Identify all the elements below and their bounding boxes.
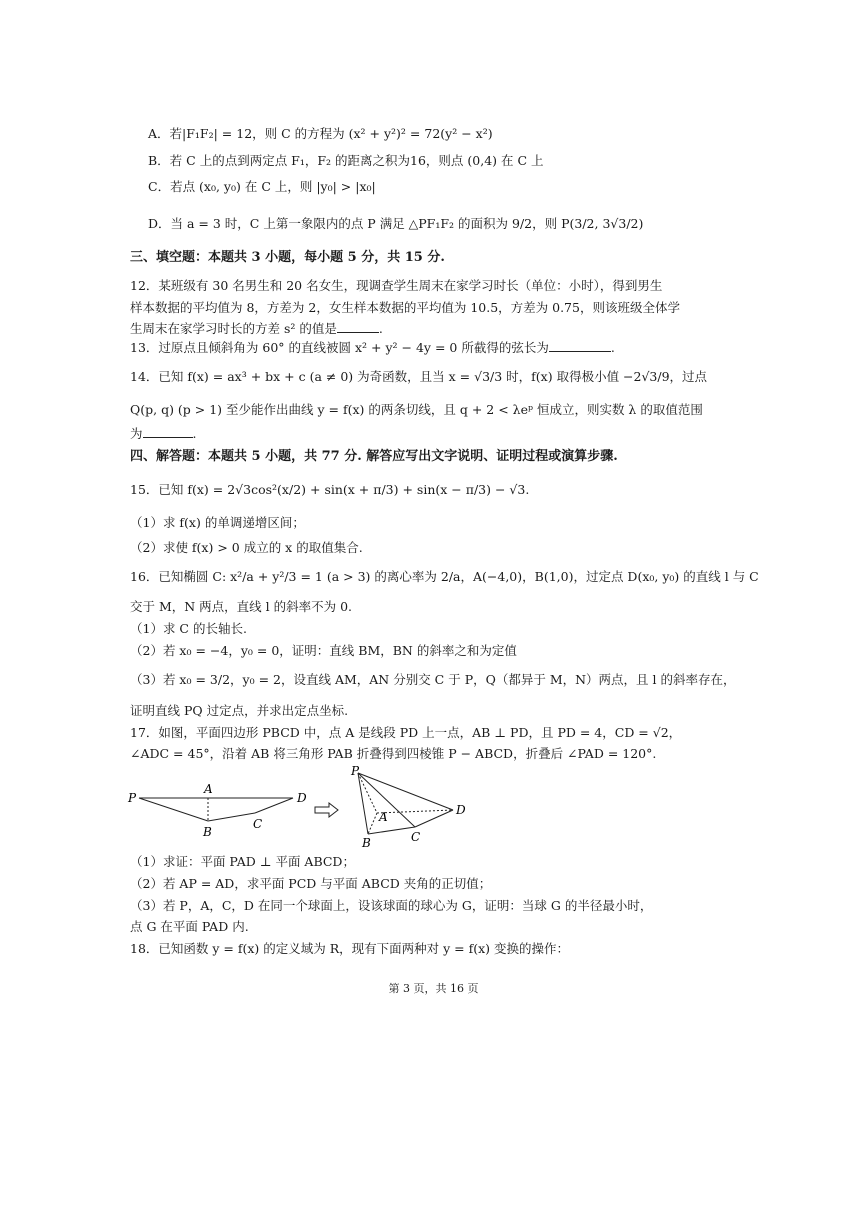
edge-ad xyxy=(377,810,453,813)
q16-part-2: （2）若 x₀ = −4，y₀ = 0，证明：直线 BM，BN 的斜率之和为定值 xyxy=(130,643,517,658)
planar-quadrilateral xyxy=(139,798,293,821)
q12-line-2: 样本数据的平均值为 8，方差为 2，女生样本数据的平均值为 10.5，方差为 0.75，则该班级全体学 xyxy=(130,300,680,315)
q15-part-2: （2）求使 f(x) > 0 成立的 x 的取值集合. xyxy=(130,540,363,555)
label-b-flat: B xyxy=(203,825,212,839)
option-b: B．若 C 上的点到两定点 F₁，F₂ 的距离之积为16，则点 (0,4) 在 C 上 xyxy=(148,153,544,168)
label-p-flat: P xyxy=(128,791,137,805)
q16-part-1: （1）求 C 的长轴长. xyxy=(130,621,247,636)
q17-figure xyxy=(125,763,485,853)
q17-part-1: （1）求证：平面 PAD ⊥ 平面 ABCD； xyxy=(130,854,355,869)
label-d-flat: D xyxy=(297,791,307,805)
q13-text: 13．过原点且倾斜角为 60° 的直线被圆 x² + y² − 4y = 0 所截得的弦长为 xyxy=(130,340,549,355)
q15-stem: 15．已知 f(x) = 2√3cos²(x/2) + sin(x + π/3) + sin(x − π/3) − √3. xyxy=(130,482,530,497)
pyramid xyxy=(358,773,453,834)
q16-part-3-a: （3）若 x₀ = 3/2，y₀ = 2，设直线 AM，AN 分别交 C 于 P，Q（都异于 M，N）两点，且 l 的斜率存在， xyxy=(130,672,736,687)
label-a-flat: A xyxy=(204,782,213,796)
edge-ab xyxy=(368,813,377,834)
q16-line-2: 交于 M，N 两点，直线 l 的斜率不为 0. xyxy=(130,599,353,614)
q12-line-3-text: 生周末在家学习时长的方差 s² 的值是 xyxy=(130,321,337,336)
q14-line-1: 14．已知 f(x) = ax³ + bx + c (a ≠ 0) 为奇函数，且当 x = √3/3 时，f(x) 取得极小值 −2√3/9，过点 xyxy=(130,369,708,384)
section-heading-fill-in: 三、填空题：本题共 3 小题，每小题 5 分，共 15 分. xyxy=(130,250,445,265)
q17-line-2: ∠ADC = 45°，沿着 AB 将三角形 PAB 折叠得到四棱锥 P − ABCD，折叠后 ∠PAD = 120°. xyxy=(130,746,657,761)
page-number: 第 3 页，共 16 页 xyxy=(388,982,479,995)
segment-cd xyxy=(255,798,293,813)
q18-stem: 18．已知函数 y = f(x) 的定义域为 R，现有下面两种对 y = f(x) 变换的操作： xyxy=(130,941,570,956)
label-c-flat: C xyxy=(253,817,263,831)
segment-pb xyxy=(139,798,208,821)
q14-line-2: Q(p, q) (p > 1) 至少能作出曲线 y = f(x) 的两条切线，且 q + 2 < λeᵖ 恒成立，则实数 λ 的取值范围 xyxy=(130,402,703,417)
q17-part-3-a: （3）若 P，A，C，D 在同一个球面上，设该球面的球心为 G，证明：当球 G 的半径最小时， xyxy=(130,898,653,913)
q12-line-1: 12．某班级有 30 名男生和 20 名女生，现调查学生周末在家学习时长（单位：小时），得到男生 xyxy=(130,278,663,293)
edge-pb xyxy=(358,773,368,834)
answer-blank xyxy=(549,339,611,352)
label-a-3d: A xyxy=(379,810,388,824)
option-d: D．当 a = 3 时，C 上第一象限内的点 P 满足 △PF₁F₂ 的面积为 9/2，则 P(3/2, 3√3/2) xyxy=(148,216,644,231)
option-c: C．若点 (x₀, y₀) 在 C 上，则 |y₀| > |x₀| xyxy=(148,179,376,194)
q15-part-1: （1）求 f(x) 的单调递增区间； xyxy=(130,515,305,530)
q12-end: . xyxy=(378,321,383,336)
q13-end: . xyxy=(610,340,615,355)
option-a: A．若|F₁F₂| = 12，则 C 的方程为 (x² + y²)² = 72(y² − x²) xyxy=(148,126,493,141)
q16-part-3-b: 证明直线 PQ 过定点，并求出定点坐标. xyxy=(130,703,349,718)
q17-part-3-b: 点 G 在平面 PAD 内. xyxy=(130,919,249,934)
section-heading-solutions: 四、解答题：本题共 5 小题，共 77 分. 解答应写出文字说明、证明过程或演算步骤. xyxy=(130,449,618,464)
q16-line-1: 16．已知椭圆 C: x²/a + y²/3 = 1 (a > 3) 的离心率为 2/a，A(−4,0)，B(1,0)，过定点 D(x₀, y₀) 的直线 l 与 C xyxy=(130,569,759,584)
q14-line-3-text: 为 xyxy=(130,426,143,441)
q17-part-2: （2）若 AP = AD，求平面 PCD 与平面 ABCD 夹角的正切值； xyxy=(130,876,492,891)
q13 xyxy=(130,339,615,357)
label-p-3d: P xyxy=(351,764,360,778)
q17-line-1: 17．如图，平面四边形 PBCD 中，点 A 是线段 PD 上一点，AB ⊥ PD，且 PD = 4，CD = √2， xyxy=(130,725,682,740)
label-d-3d: D xyxy=(456,803,466,817)
fold-arrow-icon xyxy=(315,803,338,817)
q14-line-3 xyxy=(130,425,197,443)
edge-bc xyxy=(368,827,415,834)
label-b-3d: B xyxy=(362,836,371,850)
q12-line-3 xyxy=(130,320,383,338)
answer-blank xyxy=(143,425,193,438)
edge-pd xyxy=(358,773,453,810)
q14-end: . xyxy=(192,426,197,441)
answer-blank xyxy=(337,320,379,333)
label-c-3d: C xyxy=(411,830,421,844)
segment-bc xyxy=(208,813,255,821)
edge-cd xyxy=(415,810,453,827)
